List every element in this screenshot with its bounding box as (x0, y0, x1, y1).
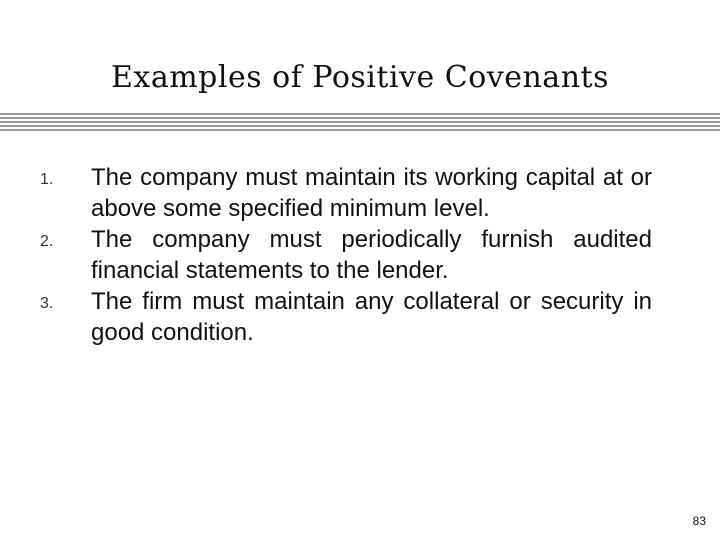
item-text: The company must maintain its working capital at or above some specified minimum level. (91, 164, 652, 222)
slide-title: Examples of Positive Covenants (111, 60, 609, 95)
title-divider (0, 113, 720, 133)
item-text: The company must periodically furnish audited financial statements to the lender. (91, 226, 652, 284)
item-number: 1. (40, 171, 54, 188)
list-item (40, 162, 652, 224)
item-number: 3. (40, 295, 54, 312)
list-item (40, 224, 652, 286)
covenant-list (40, 162, 652, 348)
page-number: 83 (692, 514, 706, 528)
item-number: 2. (40, 233, 54, 250)
list-item (40, 286, 652, 348)
item-text: The firm must maintain any collateral or security in good condition. (91, 288, 652, 346)
